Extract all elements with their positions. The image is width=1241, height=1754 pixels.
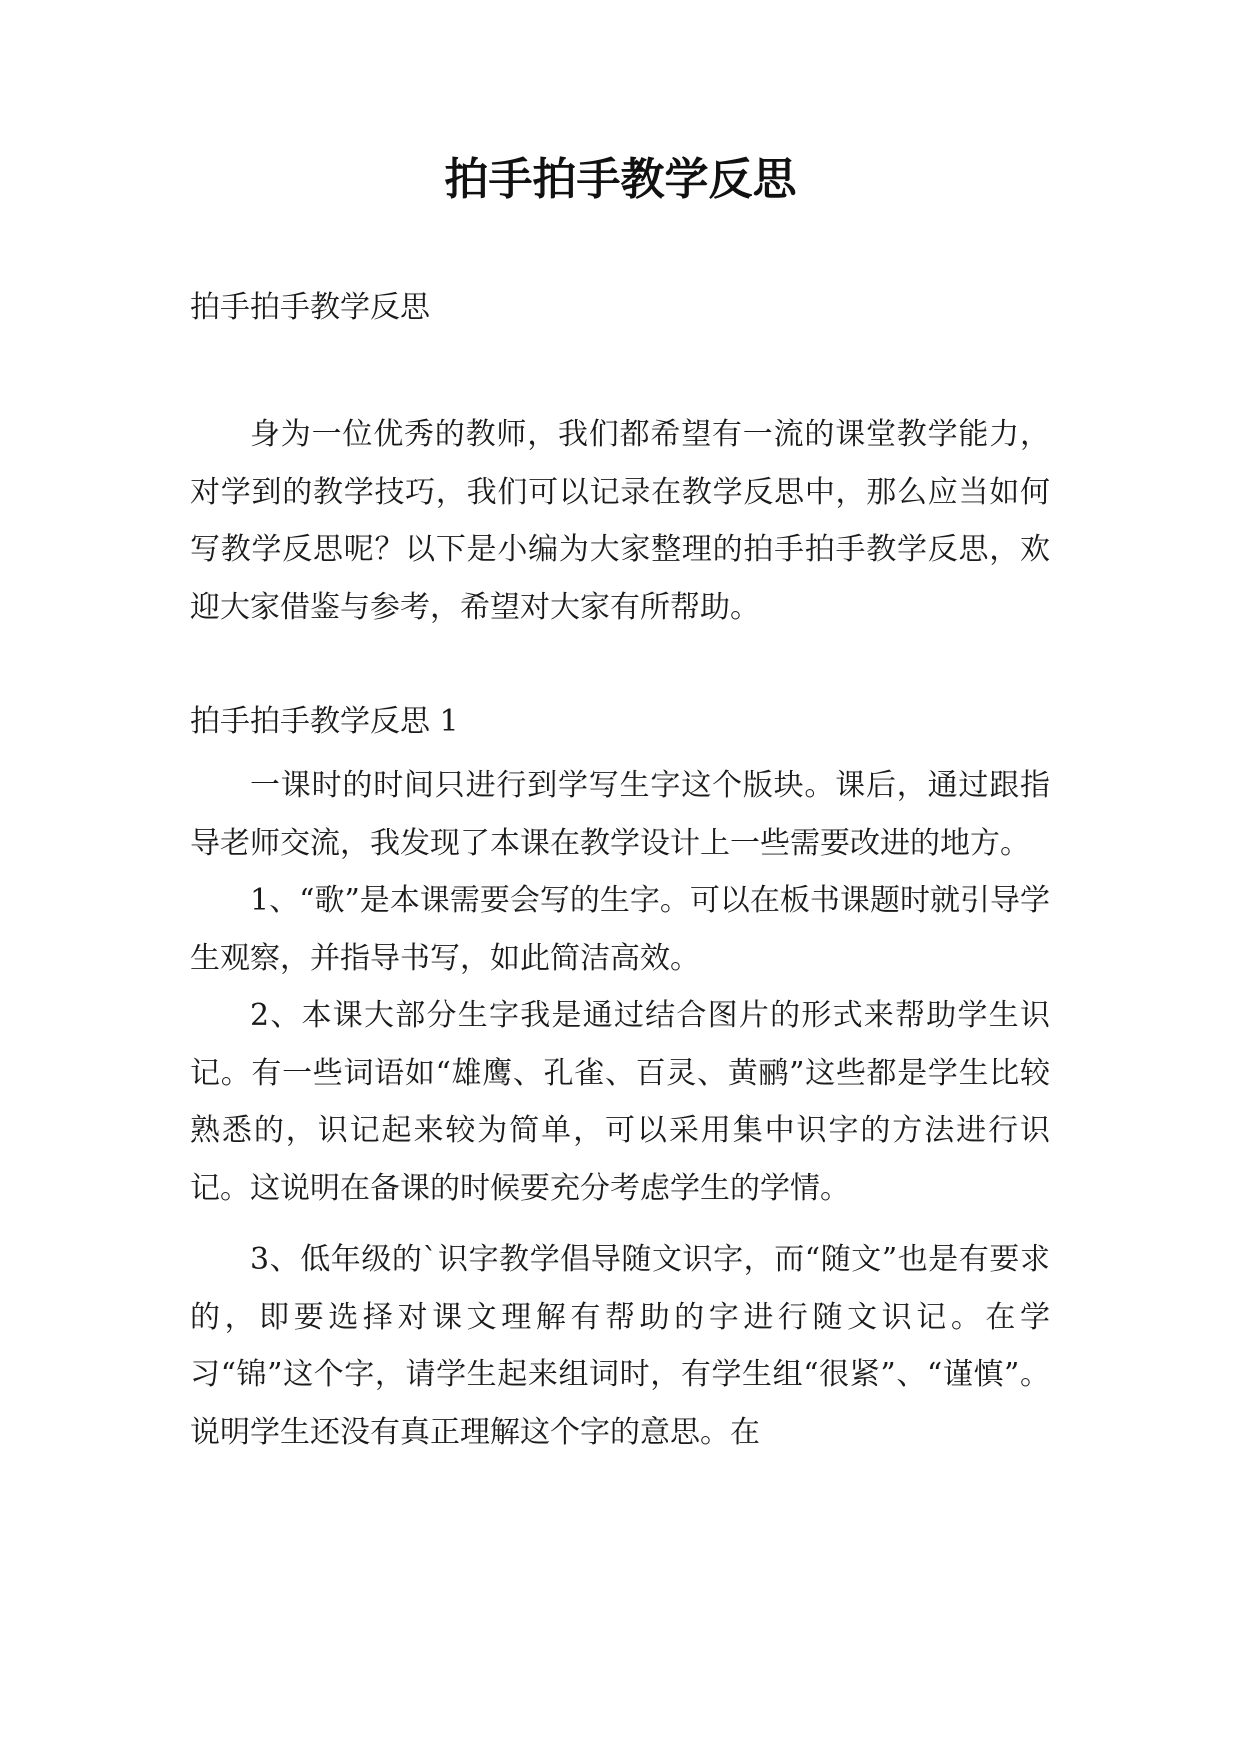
intro-paragraph: 身为一位优秀的教师，我们都希望有一流的课堂教学能力，对学到的教学技巧，我们可以记录在教学反思中，那么应当如何写教学反思呢？以下是小编为大家整理的拍手拍手教学反思，欢迎大家借鉴与参考，希望对大家有所帮助。 <box>190 417 1050 625</box>
document-title: 拍手拍手教学反思 <box>444 154 797 205</box>
paragraph-4: 3、低年级的`识字教学倡导随文识字，而“随文”也是有要求的，即要选择对课文理解有帮助的字进行随文识记。在学习“锦”这个字，请学生起来组词时，有学生组“很紧”、“谨慎”。说明学生还没有真正理解这个字的意思。在 <box>190 1242 1050 1450</box>
document-subtitle: 拍手拍手教学反思 <box>190 290 430 325</box>
section-1 <box>190 700 1050 1461</box>
section-1-heading: 拍手拍手教学反思 1 <box>190 704 459 739</box>
intro-section <box>190 406 1050 636</box>
paragraph-2: 1、“歌”是本课需要会写的生字。可以在板书课题时就引导学生观察，并指导书写，如此简洁高效。 <box>190 883 1050 976</box>
paragraph-3: 2、本课大部分生字我是通过结合图片的形式来帮助学生识记。有一些词语如“雄鹰、孔雀、百灵、黄鹂”这些都是学生比较熟悉的，识记起来较为简单，可以采用集中识字的方法进行识记。这说明在备课的时候要充分考虑学生的学情。 <box>190 998 1050 1206</box>
paragraph-1: 一课时的时间只进行到学写生字这个版块。课后，通过跟指导老师交流，我发现了本课在教学设计上一些需要改进的地方。 <box>190 768 1050 861</box>
